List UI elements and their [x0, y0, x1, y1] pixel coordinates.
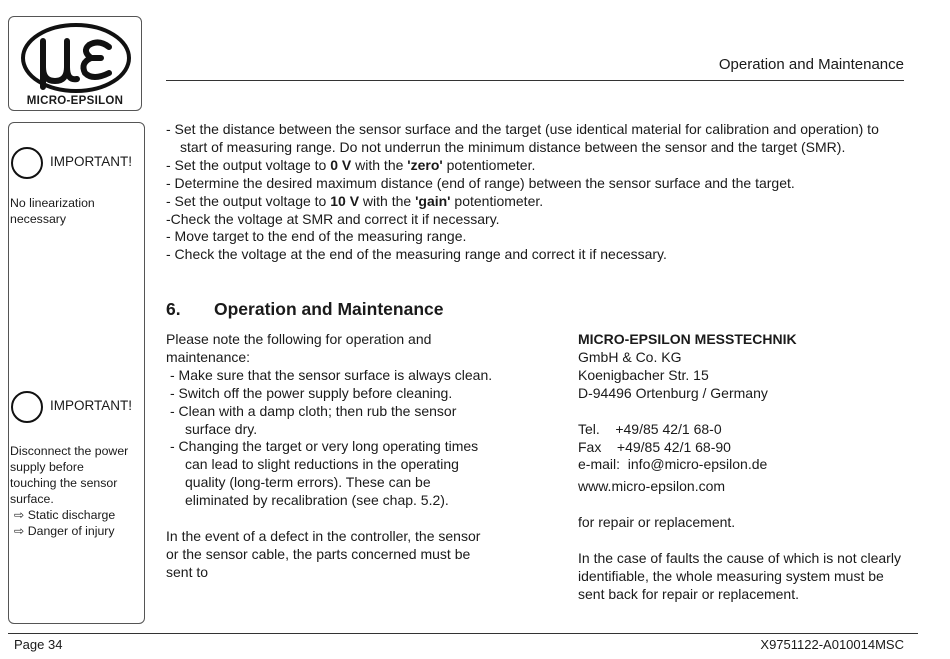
- step-set-distance: - Set the distance between the sensor surface and the target (use identical material for calibration and operation) to start of measuring range. Do not underrun the minimum distance between the sensor and the target (SMR).: [166, 121, 879, 155]
- website-link[interactable]: www.micro-epsilon.com: [578, 478, 726, 495]
- contact-address: [578, 331, 908, 604]
- hazard-label: Static discharge: [27, 508, 116, 522]
- list-item: - Make sure that the sensor surface is always clean.: [170, 366, 493, 383]
- mu-epsilon-logo-icon: [17, 21, 135, 95]
- list-item: - Clean with a damp cloth; then rub the sensor surface dry.: [170, 402, 457, 437]
- section-heading: [166, 299, 443, 320]
- company-name: MICRO-EPSILON MESSTECHNIK: [578, 331, 797, 347]
- maintenance-instructions: [166, 331, 496, 582]
- calibration-steps: [166, 121, 906, 264]
- important-note-2: [11, 391, 144, 423]
- note-line: No linearization: [10, 196, 95, 210]
- hazard-item: [10, 523, 128, 539]
- step-move-target: - Move target to the end of the measuring range.: [166, 228, 467, 245]
- micro-epsilon-logo: [8, 16, 142, 111]
- note-line: necessary: [10, 212, 67, 226]
- page-header-title: Operation and Maintenance: [718, 56, 904, 73]
- note-line: supply before: [10, 460, 84, 474]
- faults-paragraph: In the case of faults the cause of which is not clearly identifiable, the whole measuring system must be sent back for repair or replacement.: [578, 550, 901, 602]
- section-number: 6.: [166, 299, 181, 319]
- important-label: IMPORTANT!: [50, 154, 133, 169]
- step-check-end: - Check the voltage at the end of the measuring range and correct it if necessary.: [166, 246, 667, 263]
- telephone: Tel. +49/85 42/1 68-0: [578, 420, 722, 437]
- page-number: Page 34: [14, 637, 63, 652]
- step-check-smr: -Check the voltage at SMR and correct it if necessary.: [166, 210, 500, 227]
- list-item: - Switch off the power supply before cleaning.: [170, 384, 453, 401]
- margin-notes-sidebar: [8, 122, 145, 624]
- step-zero-voltage: - Set the output voltage to 0 V with the 'zero' potentiometer.: [166, 156, 536, 173]
- section-title: Operation and Maintenance: [214, 299, 444, 319]
- hazard-label: Danger of injury: [27, 524, 115, 538]
- address-line: GmbH & Co. KG: [578, 348, 682, 365]
- address-line: D-94496 Ortenburg / Germany: [578, 384, 768, 401]
- maintenance-intro: Please note the following for operation and maintenance:: [166, 331, 432, 365]
- address-line: Koenigbacher Str. 15: [578, 366, 709, 383]
- footer-divider: [8, 633, 918, 634]
- note-line: surface.: [10, 492, 54, 506]
- defect-paragraph: In the event of a defect in the controller, the sensor or the sensor cable, the parts concerned must be sent to: [166, 528, 481, 580]
- arrow-right-icon: ⇨: [14, 524, 25, 538]
- disconnect-power-note: [10, 443, 128, 539]
- important-circle-icon: [11, 147, 43, 179]
- important-note-1: [11, 147, 144, 179]
- note-line: touching the sensor: [10, 476, 118, 490]
- step-gain-voltage: - Set the output voltage to 10 V with the 'gain' potentiometer.: [166, 192, 544, 209]
- important-circle-icon: [11, 391, 43, 423]
- repair-note: for repair or replacement.: [578, 514, 736, 531]
- logo-brand-text: MICRO-EPSILON: [26, 95, 124, 107]
- important-label: IMPORTANT!: [50, 398, 133, 413]
- arrow-right-icon: ⇨: [14, 508, 25, 522]
- hazard-item: [10, 507, 128, 523]
- header-divider: [166, 80, 904, 81]
- list-item: - Changing the target or very long operating times can lead to slight reductions in the operating quality (long-term errors). These can be eliminated by recalibration (see chap. 5.2).: [170, 438, 479, 509]
- note-line: Disconnect the power: [10, 444, 129, 458]
- linearization-note: [10, 195, 95, 227]
- fax: Fax +49/85 42/1 68-90: [578, 438, 731, 455]
- email-link[interactable]: e-mail: info@micro-epsilon.de: [578, 456, 768, 473]
- step-max-distance: - Determine the desired maximum distance (end of range) between the sensor surface and the target.: [166, 174, 795, 191]
- document-id: X9751122-A010014MSC: [760, 637, 904, 652]
